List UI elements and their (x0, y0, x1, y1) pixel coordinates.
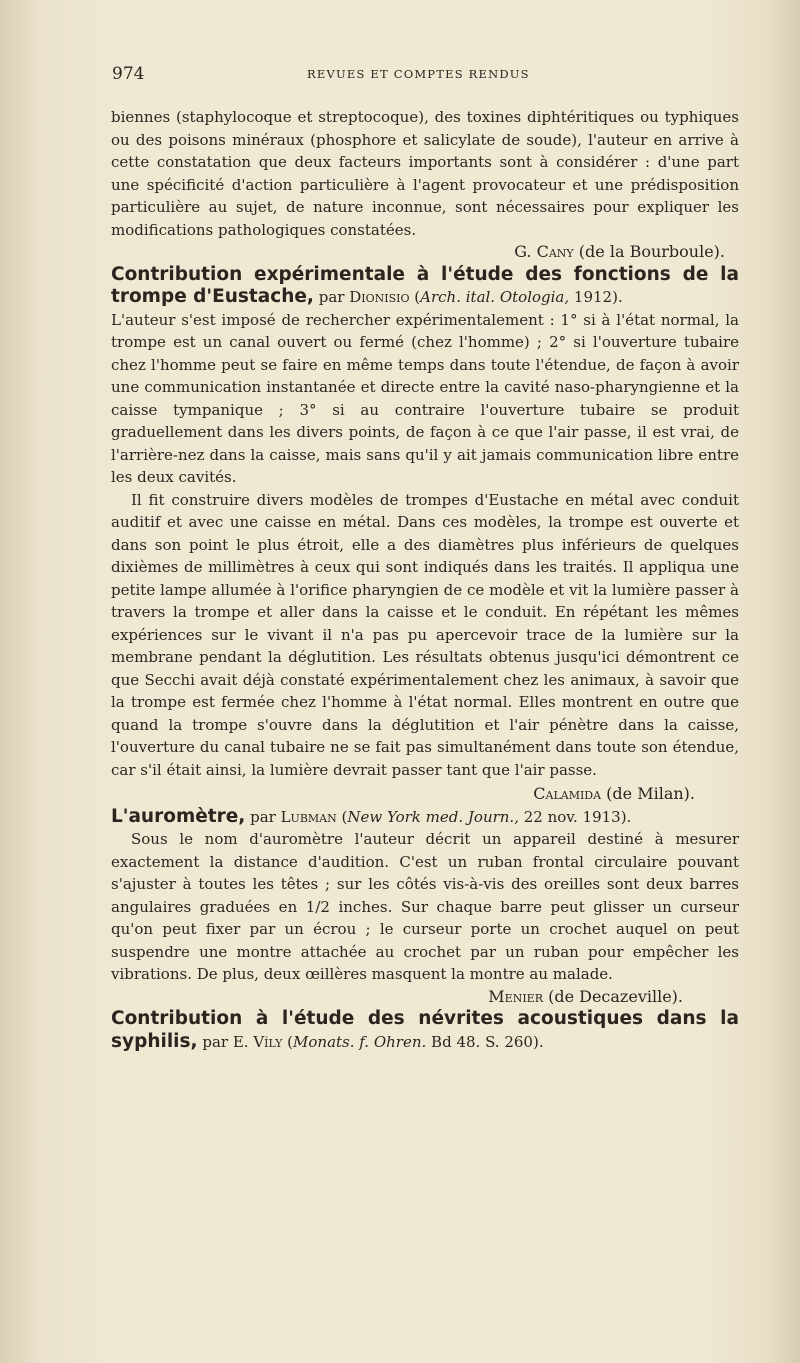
article1-paragraph-1: L'auteur s'est imposé de rechercher expérimentalement : 1° si à l'état normal, la trompe est un canal ouvert ou fermé (chez l'homme) ; 2° si l'ouverture tubaire chez l'homme peut se faire en même temps dans toute l'étendue, de façon à avoir une communication instantanée et directe entre la cavité naso-pharyngienne et la caisse tympanique ; 3° si au contraire l'ouverture tubaire se produit graduellement dans les divers points, de façon à ce que l'air passe, il est vrai, de l'arrière-nez dans la caisse, mais sans qu'il y ait jamais communication libre entre les deux cavités. (111, 310, 739, 486)
article2-ref-rest: 22 nov. 1913). (523, 807, 632, 826)
article2-signature-name: Menier (488, 986, 543, 1006)
article1-ref-journal: Arch. ital. Otologia, (420, 288, 570, 306)
article2-ref-open: ( (341, 807, 348, 826)
article2-author: Lubman (280, 807, 337, 826)
intro-signature-place: (de la Bourboule). (578, 242, 725, 261)
article3-ref-journal: Monats. f. Ohren. (293, 1032, 427, 1051)
article1-ref-rest: 1912). (573, 288, 623, 306)
article1-signature-place: (de Milan). (606, 784, 695, 803)
intro-signature-name: G. Cany (514, 242, 574, 261)
article2-signature-place: (de Decazeville). (548, 986, 683, 1006)
article2-paragraph-1: Sous le nom d'auromètre l'auteur décrit un appareil destiné à mesurer exactement la distance d'audition. C'est un ruban frontal circulaire pouvant s'ajuster à toutes les têtes ; sur les côtés vis-à-vis des oreilles sont deux barres angulaires graduées en 1/2 inches. Sur chaque barre peut glisser un curseur qu'on peut fixer par un écrou ; le curseur porte un crochet auquel on peut suspendre une montre attachée au crochet par un ruban pour empêcher les vibrations. De plus, deux œillères masquent la montre au malade. (111, 830, 739, 983)
article2-ref-journal: New York med. Journ., (347, 807, 519, 826)
page-header (112, 64, 742, 86)
page-number: 974 (112, 64, 145, 84)
article1-signature (111, 783, 739, 806)
intro-paragraph: biennes (staphylocoque et streptocoque), des toxines diphtéritiques ou typhiques ou des poisons minéraux (phosphore et salicylate de soude), l'auteur en arrive à cette constatation que deux facteurs importants sont à considérer : d'une part une spécificité d'action particulière à l'agent provocateur et une prédisposition particulière au sujet, de nature inconnue, sont nécessaires pour expliquer les modifications pathologiques constatées. (111, 108, 739, 239)
article3-by: par E. (202, 1032, 249, 1051)
article3-ref-rest: Bd 48. S. 260). (431, 1032, 544, 1051)
article3-heading (111, 1008, 739, 1053)
article1-signature-name: Calamida (533, 784, 602, 803)
running-head: REVUES ET COMPTES RENDUS (307, 67, 530, 81)
article3-ref-open: ( (287, 1032, 294, 1051)
intro-signature (111, 241, 739, 264)
article1-ref-open: ( (414, 288, 421, 306)
article1-by: par (318, 288, 345, 306)
article1-author: Dionisio (349, 288, 410, 306)
article3-title: Contribution à l'étude des névrites acoustiques dans la syphilis, (111, 1008, 739, 1052)
article3-author: Víly (253, 1032, 283, 1051)
article2-by: par (250, 807, 276, 826)
article1-title: Contribution expérimentale à l'étude des fonctions de la trompe d'Eustache, (111, 263, 739, 307)
text-body (111, 106, 739, 1053)
article2-signature (111, 986, 739, 1009)
article1-heading (111, 264, 739, 309)
article1-paragraph-2: Il fit construire divers modèles de trompes d'Eustache en métal avec conduit auditif et avec une caisse en métal. Dans ces modèles, la trompe est ouverte et dans son point le plus étroit, elle a des diamètres plus inférieurs de quelques dixièmes de millimètres à ceux qui sont indiqués dans les traités. Il appliqua une petite lampe allumée à l'orifice pharyngien de ce modèle et vit la lumière passer à travers la trompe et aller dans la caisse et le conduit. En répétant les mêmes expériences sur le vivant il n'a pas pu apercevoir trace de la lumière sur la membrane pendant la déglutition. Les résultats obtenus jusqu'ici démontrent ce que Secchi avait déjà constaté expérimentalement chez les animaux, à savoir que la trompe est fermée chez l'homme à l'état normal. Elles montrent en outre que quand la trompe s'ouvre dans la déglutition et l'air pénètre dans la caisse, l'ouverture du canal tubaire ne se fait pas simultanément dans toute son étendue, car s'il était ainsi, la lumière devrait passer tant que l'air passe. (111, 490, 739, 779)
article2-heading (111, 806, 739, 829)
article2-title: L'auromètre, (111, 805, 246, 827)
